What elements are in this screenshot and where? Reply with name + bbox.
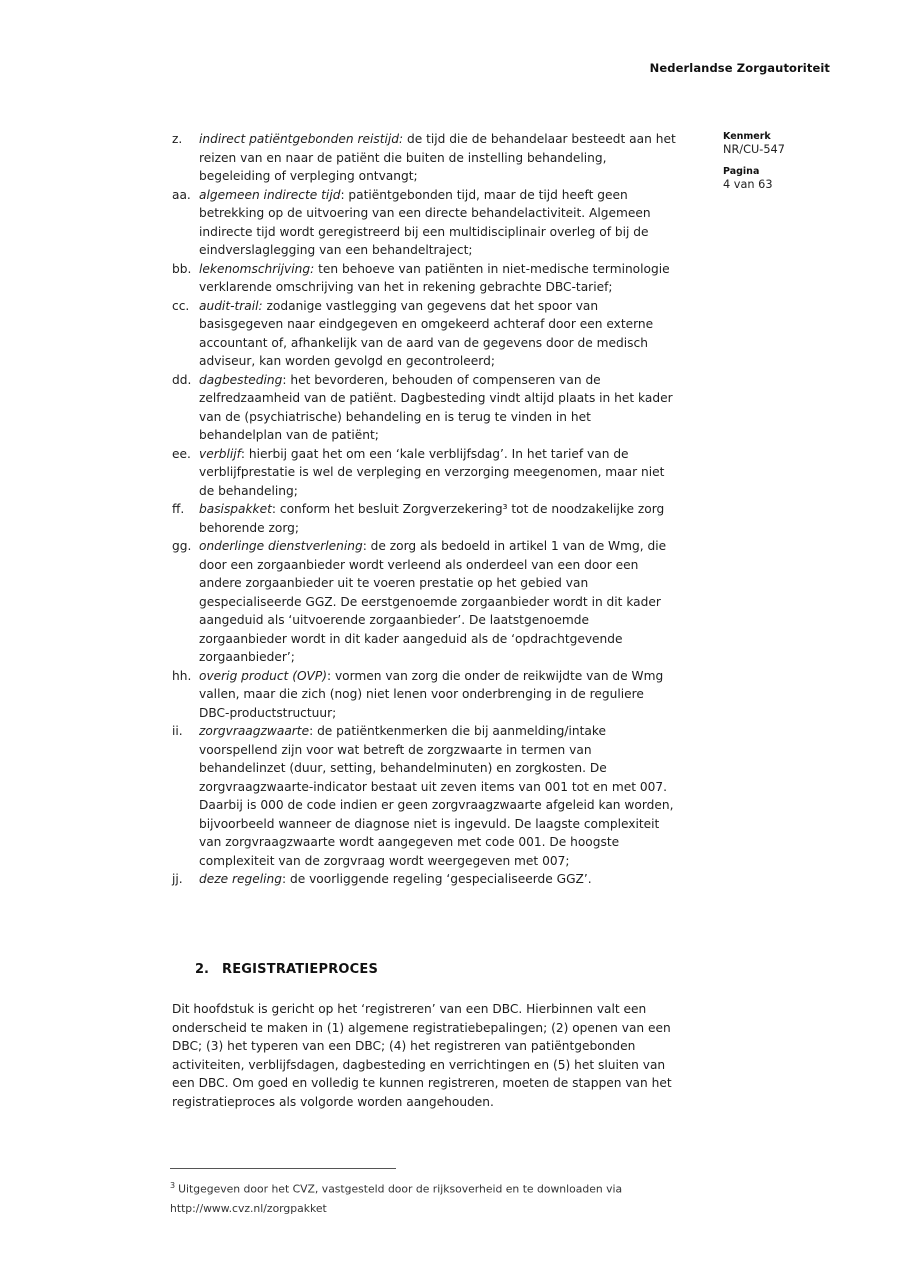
section-heading xyxy=(195,960,678,979)
definition-item xyxy=(172,722,676,870)
definition-text: : patiëntgebonden tijd, maar de tijd heeft geen betrekking op de uitvoering van een directe behandelactiviteit. Algemeen indirecte tijd wordt geregistreerd bij een multidisciplinair overleg of bij de eindverslaglegging van een behandeltraject; xyxy=(199,187,651,257)
definition-text: : de zorg als bedoeld in artikel 1 van de Wmg, die door een zorgaanbieder wordt verleend als onderdeel van een door een andere zorgaanbieder uit te voeren prestatie op het gebied van gespecialiseerde GGZ. De eerstgenoemde zorgaanbieder wordt in dit kader aangeduid als ‘uitvoerende zorgaanbieder’. De laatstgenoemde zorgaanbieder wordt in dit kader aangeduid als de ‘opdrachtgevende zorgaanbieder’; xyxy=(199,539,667,664)
definition-text: : de patiëntkenmerken die bij aanmelding/intake voorspellend zijn voor wat betreft de zorgzwaarte in termen van behandelinzet (duur, setting, behandelminuten) en zorgkosten. De zorgvraagzwaarte-indicator bestaat uit zeven items van 001 tot en met 007. Daarbij is 000 de code indien er geen zorgvraagzwaarte afgeleid kan worden, bijvoorbeeld wanneer de diagnose niet is ingevuld. De laagste complexiteit van zorgvraagzwaarte wordt aangegeven met code 001. De hoogste complexiteit van de zorgvraag wordt weergegeven met 007; xyxy=(199,724,674,868)
footnote-url: http://www.cvz.nl/zorgpakket xyxy=(170,1201,327,1215)
definition-item xyxy=(172,371,676,445)
definition-text: ten behoeve van patiënten in niet-medische terminologie verklarende omschrijving van het in rekening gebrachte DBC-tarief; xyxy=(199,261,670,294)
definition-text: : hierbij gaat het om een ‘kale verblijfsdag’. In het tarief van de verblijfprestatie is wel de verpleging en verzorging meegenomen, maar niet de behandeling; xyxy=(199,446,665,498)
section-registratieproces xyxy=(172,960,678,1111)
definition-term: zorgvraagzwaarte xyxy=(199,724,310,738)
definition-term: audit-trail: xyxy=(199,298,263,313)
section-title: REGISTRATIEPROCES xyxy=(221,962,379,977)
definition-label: dd. xyxy=(172,372,192,387)
definition-item xyxy=(172,445,676,501)
definition-item xyxy=(172,186,676,260)
pagina-value: 4 van 63 xyxy=(723,178,773,191)
pagina-label: Pagina xyxy=(723,166,760,177)
definition-label: ff. xyxy=(172,502,185,516)
footnote xyxy=(170,1168,692,1218)
section-number: 2. xyxy=(195,962,209,977)
definition-term: algemeen indirecte tijd xyxy=(199,187,341,202)
definition-label: ii. xyxy=(172,724,183,738)
definition-term: indirect patiëntgebonden reistijd: xyxy=(199,132,404,146)
kenmerk-label: Kenmerk xyxy=(723,131,771,142)
definition-item xyxy=(172,130,676,186)
definition-text: : vormen van zorg die onder de reikwijdte van de Wmg vallen, maar die zich (nog) niet lenen voor onderbrenging in de reguliere DBC-productstructuur; xyxy=(199,668,664,720)
page-meta xyxy=(723,131,873,201)
definition-item xyxy=(172,537,676,667)
definition-label: gg. xyxy=(172,539,192,553)
definition-item xyxy=(172,260,676,297)
definition-item xyxy=(172,667,676,723)
definition-item xyxy=(172,297,676,371)
definition-term: lekenomschrijving: xyxy=(199,261,315,276)
definition-label: aa. xyxy=(172,187,191,202)
definition-label: bb. xyxy=(172,261,192,276)
definition-text: de tijd die de behandelaar besteedt aan het reizen van en naar de patiënt die buiten de instelling behandeling, begeleiding of verpleging ontvangt; xyxy=(199,132,676,183)
definition-label: hh. xyxy=(172,668,192,683)
definitions-list xyxy=(172,130,676,889)
definition-item xyxy=(172,500,676,537)
definition-text: : de voorliggende regeling ‘gespecialiseerde GGZ’. xyxy=(281,872,592,886)
footnote-text: $^3$ Uitgegeven door het CVZ, vastgesteld door de rijksoverheid en te downloaden via xyxy=(170,1181,623,1196)
definition-text: : het bevorderen, behouden of compenseren van de zelfredzaamheid van de patiënt. Dagbesteding vindt altijd plaats in het kader van de (psychiatrische) behandeling en is terug te vinden in het behandelplan van de patiënt; xyxy=(199,372,673,442)
footnote-marker: 3 xyxy=(170,1181,176,1190)
definition-label: cc. xyxy=(172,298,190,313)
section-paragraph: Dit hoofdstuk is gericht op het ‘registreren’ van een DBC. Hierbinnen valt een onderscheid te maken in (1) algemene registratiebepalingen; (2) openen van een DBC; (3) het typeren van een DBC; (4) het registreren van patiëntgebonden activiteiten, verblijfsdagen, dagbesteding en verrichtingen en (5) het sluiten van een DBC. Om goed en volledig te kunnen registreren, moeten de stappen van het registratieproces als volgorde worden aangehouden. xyxy=(172,1002,672,1109)
definition-term: basispakket xyxy=(199,502,272,516)
definition-term: deze regeling xyxy=(199,872,282,886)
definition-label: ee. xyxy=(172,446,191,461)
definition-term: overig product (OVP) xyxy=(199,668,327,683)
definition-text: zodanige vastlegging van gegevens dat het spoor van basisgegeven naar eindgegeven en omgekeerd achteraf door een externe accountant of, afhankelijk van de aard van de gegevens door de medisch adviseur, kan worden gevolgd en gecontroleerd; xyxy=(199,298,654,368)
definition-item xyxy=(172,870,676,889)
definition-text: : conform het besluit Zorgverzekering³ tot de noodzakelijke zorg behorende zorg; xyxy=(199,502,665,535)
definition-label: z. xyxy=(172,132,183,146)
definition-label: jj. xyxy=(172,872,183,886)
definition-term: onderlinge dienstverlening xyxy=(199,539,363,553)
org-title: Nederlandse Zorgautoriteit xyxy=(649,61,830,75)
footnote-divider xyxy=(170,1168,396,1169)
definition-term: verblijf xyxy=(199,446,241,461)
definition-term: dagbesteding xyxy=(199,372,283,387)
kenmerk-value: NR/CU-547 xyxy=(723,143,785,156)
